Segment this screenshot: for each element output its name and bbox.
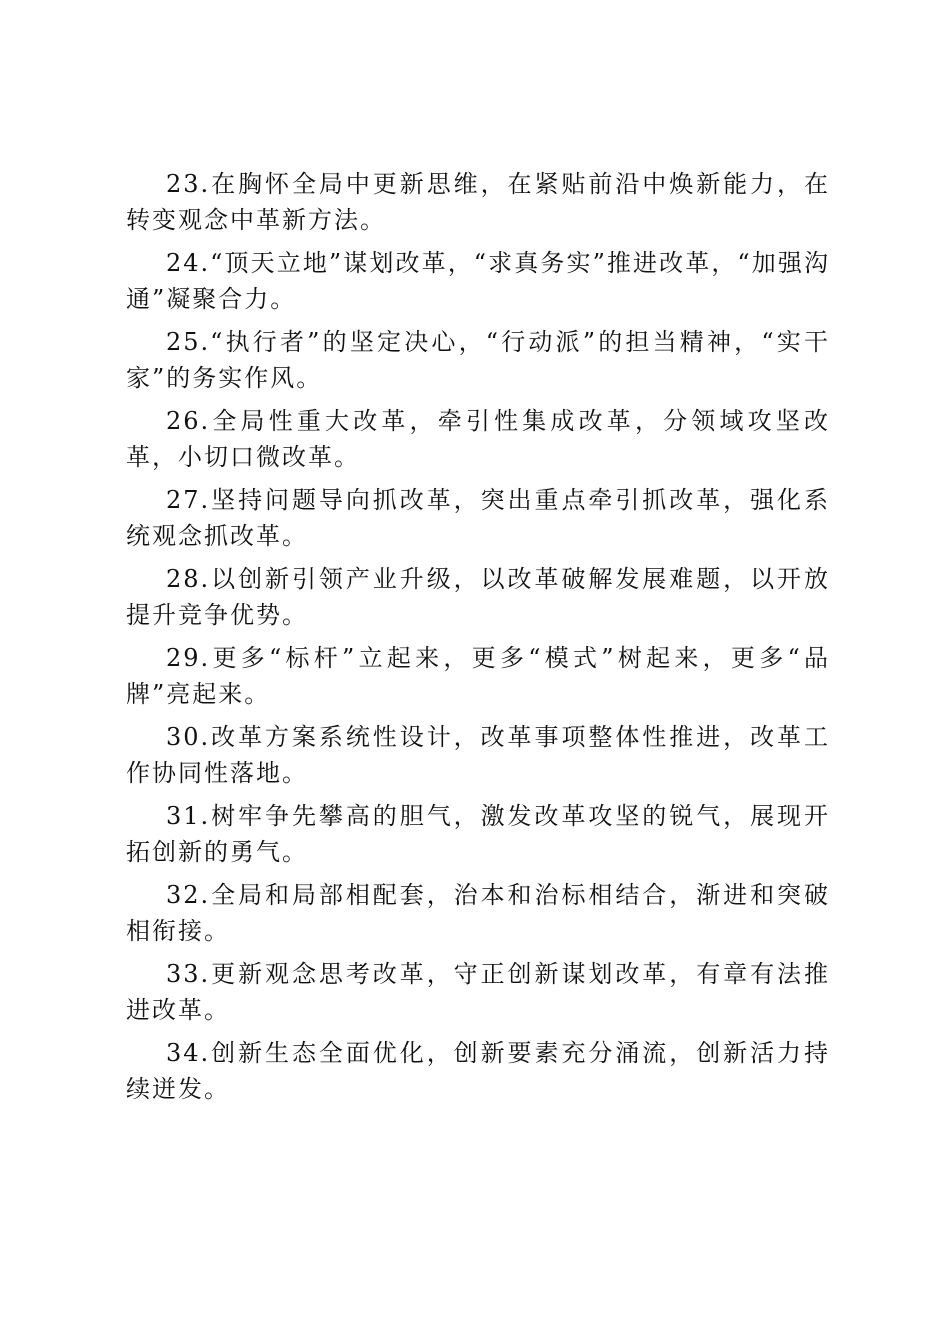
- list-item-33: 33.更新观念思考改革，守正创新谋划改革，有章有法推进改革。: [126, 960, 830, 1024]
- list-item-25: 25.“执行者”的坚定决心，“行动派”的担当精神，“实干家”的务实作风。: [126, 328, 830, 392]
- list-item-29: 29.更多“标杆”立起来，更多“模式”树起来，更多“品牌”亮起来。: [126, 644, 830, 708]
- list-item-31: 31.树牢争先攀高的胆气，激发改革攻坚的锐气，展现开拓创新的勇气。: [126, 802, 830, 866]
- list-item-26: 26.全局性重大改革，牵引性集成改革，分领域攻坚改革，小切口微改革。: [126, 407, 830, 471]
- list-item-24: 24.“顶天立地”谋划改革，“求真务实”推进改革，“加强沟通”凝聚合力。: [126, 249, 830, 313]
- list-item-28: 28.以创新引领产业升级，以改革破解发展难题，以开放提升竞争优势。: [126, 565, 830, 629]
- document-body: [126, 166, 830, 1114]
- list-item-32: 32.全局和局部相配套，治本和治标相结合，渐进和突破相衔接。: [126, 881, 830, 945]
- list-item-34: 34.创新生态全面优化，创新要素充分涌流，创新活力持续迸发。: [126, 1039, 830, 1103]
- list-item-23: 23.在胸怀全局中更新思维，在紧贴前沿中焕新能力，在转变观念中革新方法。: [126, 170, 830, 234]
- list-item-30: 30.改革方案系统性设计，改革事项整体性推进，改革工作协同性落地。: [126, 723, 830, 787]
- list-item-27: 27.坚持问题导向抓改革，突出重点牵引抓改革，强化系统观念抓改革。: [126, 486, 830, 550]
